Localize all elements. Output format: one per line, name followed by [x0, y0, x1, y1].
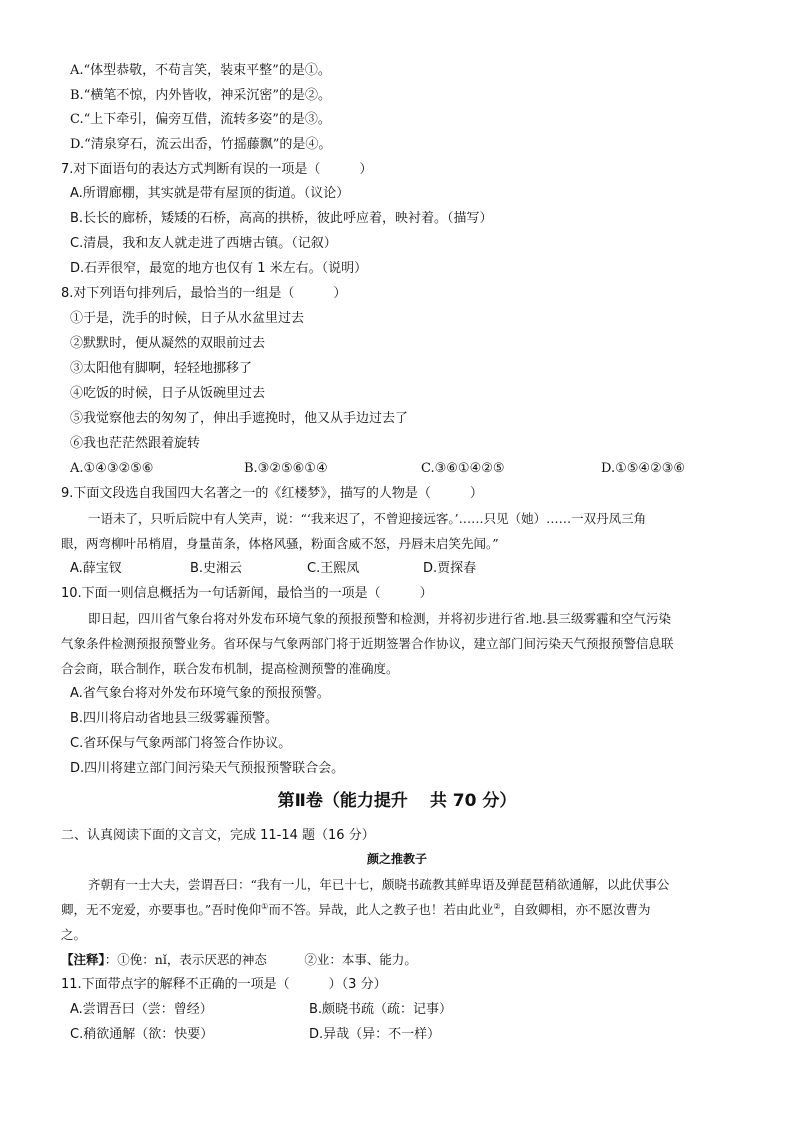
q8-sentence: ⑥我也茫茫然跟着旋转	[70, 436, 201, 451]
q7-option-d: D.石弄很窄，最宽的地方也仅有 1 米左右。（说明）	[70, 261, 368, 276]
part2-title-main: 第Ⅱ卷（能力提升	[277, 791, 408, 811]
q9-stem: 9.下面文段选自我国四大名著之一的《红楼梦》，描写的人物是（ ）	[61, 486, 483, 501]
footnote-mark: ②	[493, 901, 501, 911]
q6-option-b: B.“横笔不惊，内外皆收，神采沉密”的是②。	[70, 88, 331, 103]
q8-option-c: C.③⑥①④②⑤	[421, 461, 505, 476]
q8-option-b: B.③②⑤⑥①④	[244, 461, 328, 476]
q10-passage-line: 合会商，联合制作，联合发布机制，提高检测预警的准确度。	[61, 661, 399, 676]
q7-option-c: C.清晨，我和友人就走进了西塘古镇。（记叙）	[70, 236, 337, 251]
q8-sentence: ②默默时，便从凝然的双眼前过去	[70, 336, 266, 351]
footnote-mark: ①	[261, 901, 269, 911]
passage-line: 齐朝有一士大夫，尝谓吾曰：“我有一儿，年已十七，颇晓书疏教其鲜卑语及弹琵琶稍欲通解，以此伏事公	[88, 877, 670, 892]
q9-option-c: C.王熙凤	[307, 561, 360, 576]
q10-passage-line: 即日起，四川省气象台将对外发布环境气象的预报预警和检测，并将初步进行省.地.县三级雾霾和空气污染	[88, 611, 671, 626]
q9-option-d: D.贾探春	[423, 561, 477, 576]
passage-line	[61, 901, 651, 919]
q8-option-d: D.①⑤④②③⑥	[601, 461, 686, 476]
annotation	[61, 951, 417, 969]
passage-line: 之。	[61, 927, 87, 942]
annotation-label: 【注释】	[61, 952, 105, 967]
q8-stem: 8.对下列语句排列后，最恰当的一组是（ ）	[61, 286, 347, 301]
q11-option-c: C.稍欲通解（欲：快要）	[70, 1027, 214, 1042]
annotation-text: ：①俛：nǐ，表示厌恶的神态 ②业：本事、能力。	[104, 952, 417, 967]
q11-stem: 11.下面带点字的解释不正确的一项是（ ）（3 分）	[61, 977, 387, 992]
passage-text: 卿，无不宠爱，亦要事也。”吾时俛仰	[61, 902, 262, 917]
q9-option-b: B.史湘云	[190, 561, 243, 576]
q8-option-a: A.①④③②⑤⑥	[70, 461, 154, 476]
q8-sentence: ③太阳他有脚啊，轻轻地挪移了	[70, 361, 253, 376]
q10-option-d: D.四川将建立部门间污染天气预报预警联合会。	[70, 761, 345, 776]
part2-title	[0, 790, 794, 812]
q7-option-b: B.长长的廊桥，矮矮的石桥，高高的拱桥，彼此呼应着，映衬着。（描写）	[70, 211, 493, 226]
q11-option-d: D.异哉（异：不一样）	[309, 1027, 441, 1042]
q11-option-b: B.颇晓书疏（疏：记事）	[309, 1002, 453, 1017]
q7-stem: 7.对下面语句的表达方式判断有误的一项是（ ）	[61, 162, 373, 177]
passage-title: 颜之推教子	[366, 852, 427, 866]
q6-option-c: C.“上下牵引，偏旁互借，流转多姿”的是③。	[70, 112, 331, 127]
q7-option-a: A.所谓廊棚，其实就是带有屋顶的街道。（议论）	[70, 186, 350, 201]
q11-option-a: A.尝谓吾曰（尝：曾经）	[70, 1002, 213, 1017]
passage-text: 而不答。异哉，此人之教子也！若由此业	[268, 902, 494, 917]
section-heading: 二、认真阅读下面的文言文，完成 11-14 题（16 分）	[61, 828, 375, 843]
q6-option-a: A.“体型恭敬，不苟言笑，装束平整”的是①。	[70, 63, 331, 78]
q10-stem: 10.下面一则信息概括为一句话新闻，最恰当的一项是（ ）	[61, 586, 433, 601]
q9-option-a: A.薛宝钗	[70, 561, 122, 576]
q10-option-a: A.省气象台将对外发布环境气象的预报预警。	[70, 686, 330, 701]
q8-sentence: ①于是，洗手的时候，日子从水盆里过去	[70, 311, 305, 326]
q10-passage-line: 气象条件检测预报预警业务。省环保与气象两部门将于近期签署合作协议，建立部门间污染天气预报预警信息联	[61, 636, 674, 651]
q10-option-b: B.四川将启动省地县三级雾霾预警。	[70, 711, 279, 726]
passage-text: ，自致卿相，亦不愿汝曹为	[500, 902, 651, 917]
q8-sentence: ④吃饭的时候，日子从饭碗里过去	[70, 386, 266, 401]
q10-option-c: C.省环保与气象两部门将签合作协议。	[70, 736, 292, 751]
q9-passage-line: 一语未了，只听后院中有人笑声，说：“‘我来迟了，不曾迎接远客。’……只见（她）……一双丹凤三角	[88, 511, 647, 526]
part2-title-score: 共 70 分）	[429, 791, 517, 811]
q6-option-d: D.“清泉穿石，流云出岙，竹摇藤飘”的是④。	[70, 137, 332, 152]
q8-sentence: ⑤我觉察他去的匆匆了，伸出手遮挽时，他又从手边过去了	[70, 411, 409, 426]
q9-passage-line: 眼，两弯柳叶吊梢眉，身量苗条，体格风骚，粉面含威不怒，丹唇未启笑先闻。”	[61, 536, 499, 551]
